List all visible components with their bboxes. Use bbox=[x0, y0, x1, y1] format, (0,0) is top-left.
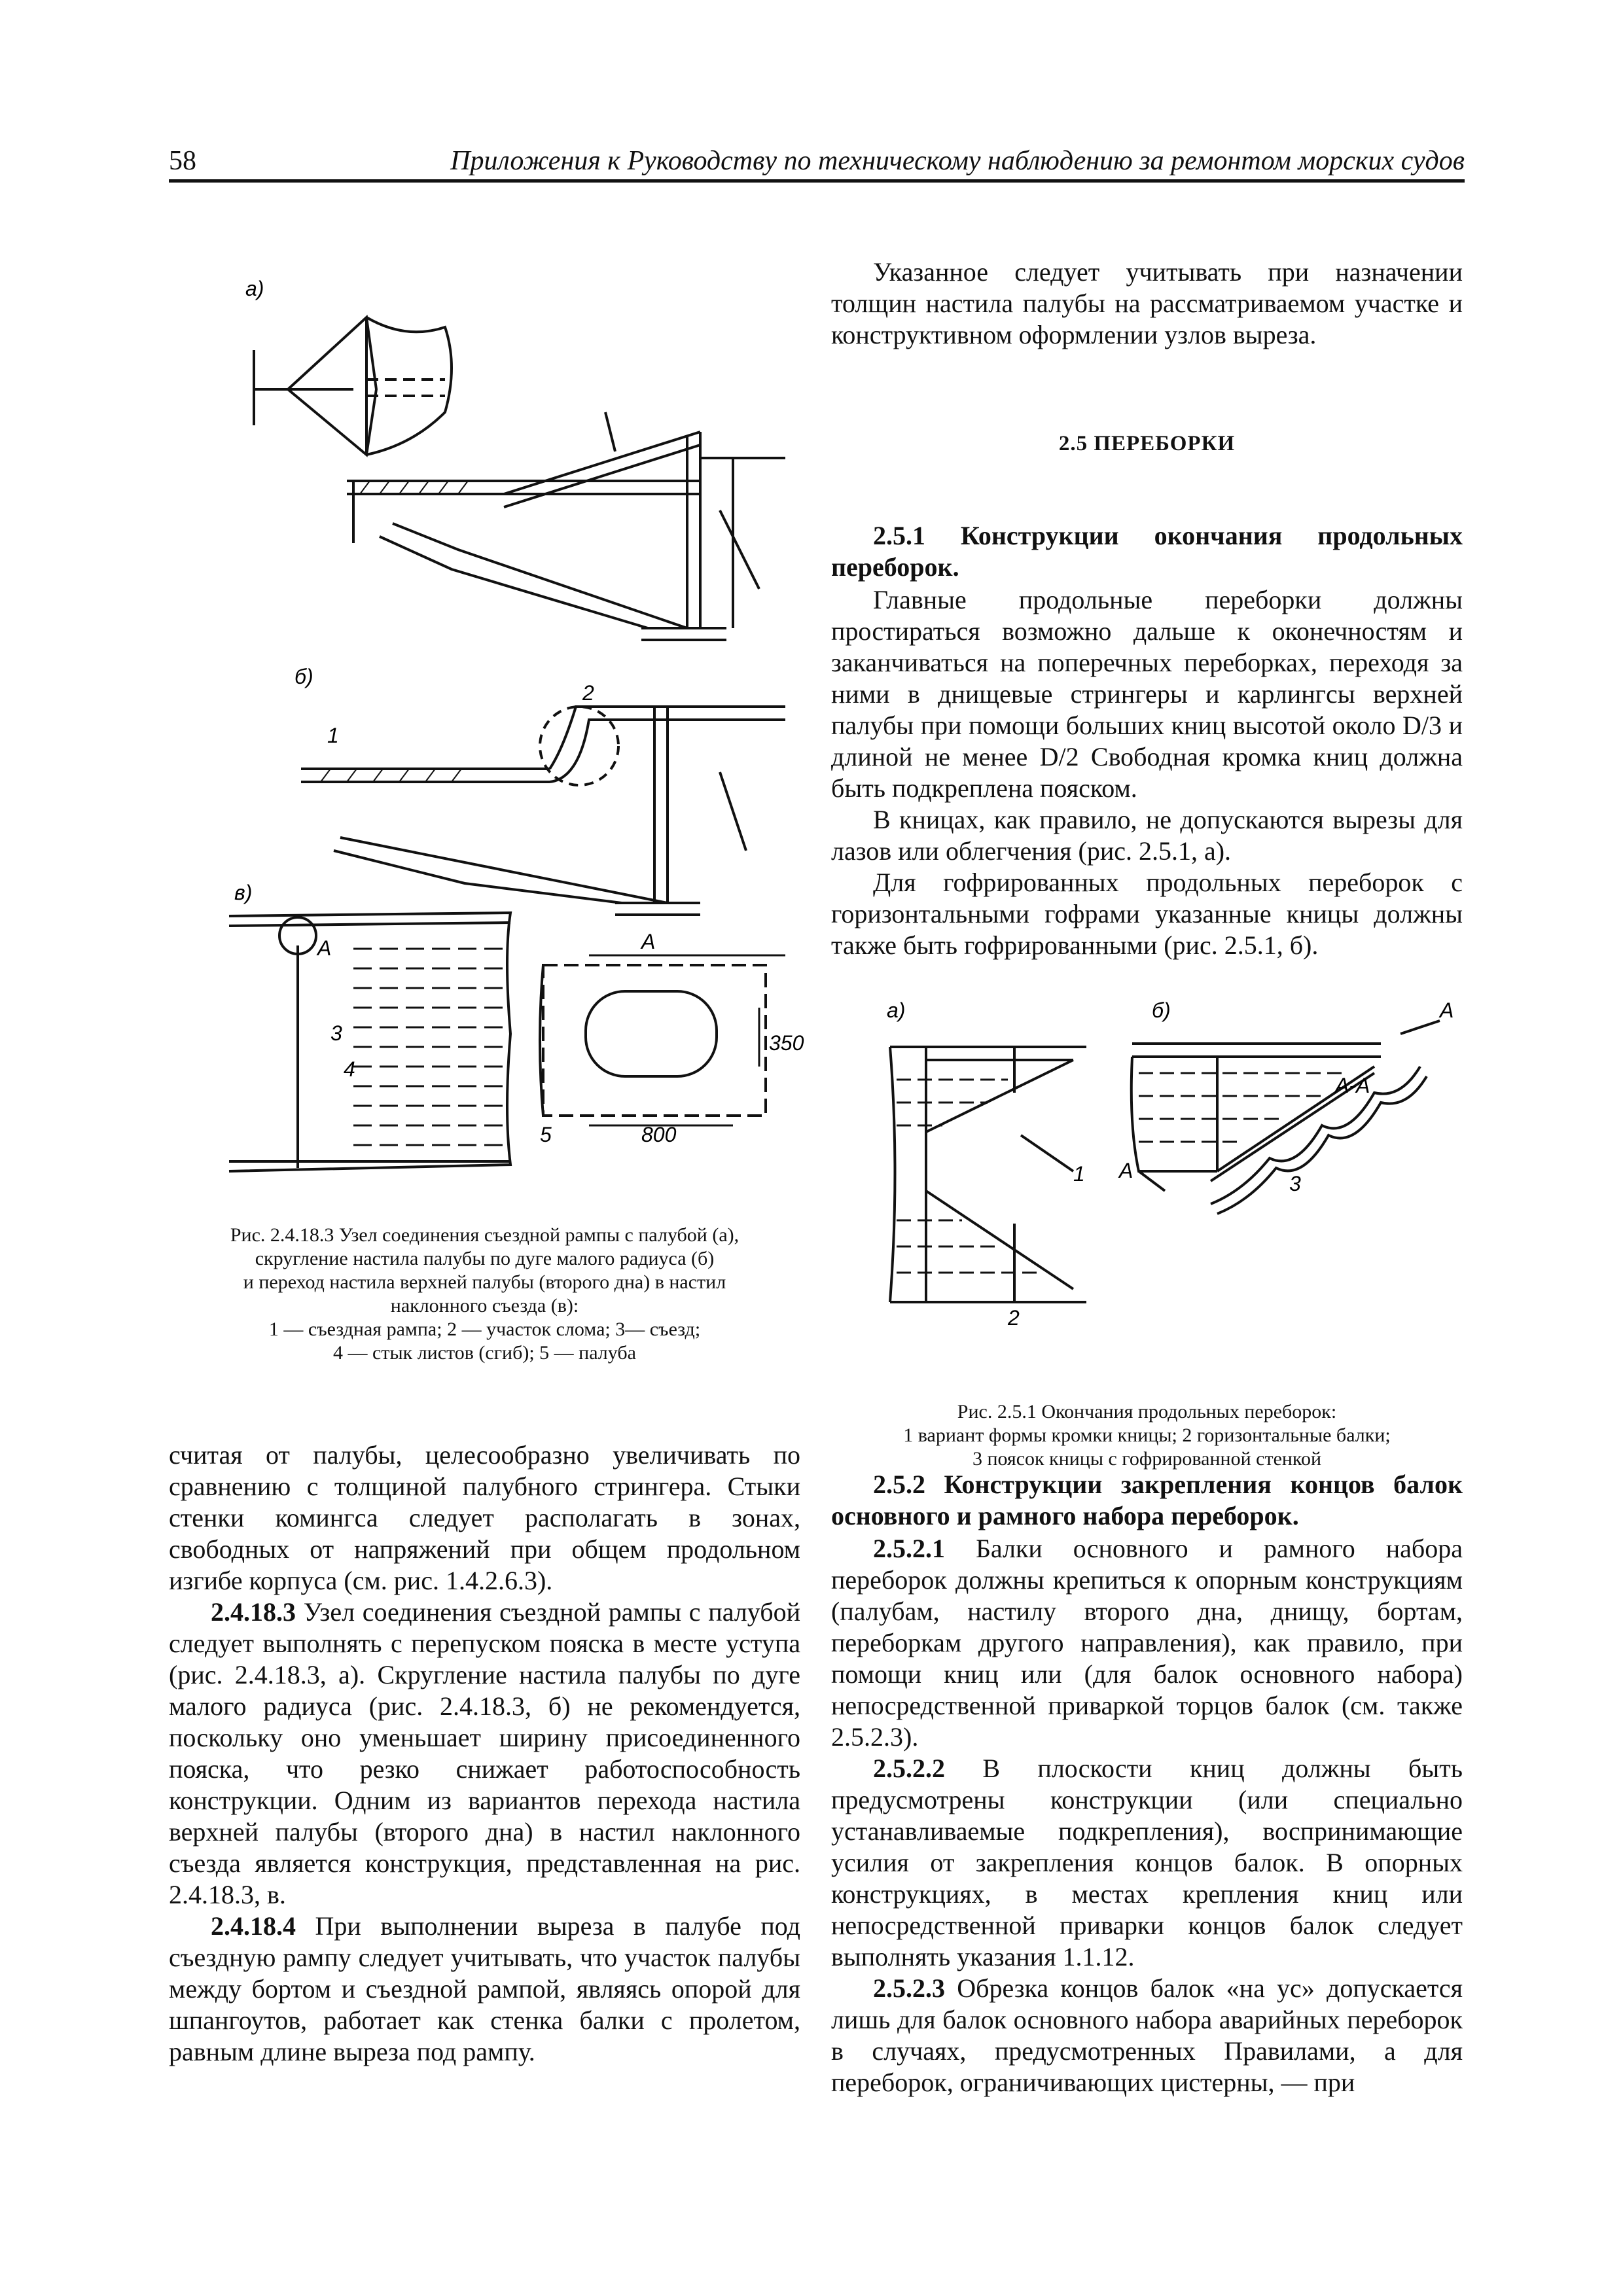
paragraph-2-5-2-3: 2.5.2.3 Обрезка концов балок «на ус» допускается лишь для балок основного набора аварийных переборок в случаях, предусмотренных Правилами, а для переборок, ограничивающих цистерны, — при bbox=[831, 1973, 1463, 2097]
running-header bbox=[169, 145, 1465, 179]
paragraph-2-5-2-1: 2.5.2.1 Балки основного и рамного набора переборок должны крепиться к опорным конструкциям (палубам, настилу второго дна, днищу, бортам, переборкам другого направления), как правило, при помощи книц или (для балок основного набора) непосредственной приваркой торцов балок (см. также 2.5.2.3). bbox=[831, 1534, 1463, 1752]
fig1-label-4: 4 bbox=[344, 1057, 355, 1081]
subheading-2-5-1: 2.5.1 Конструкции окончания продольных переборок. bbox=[831, 521, 1463, 582]
fig1-label-A: А bbox=[317, 936, 332, 960]
fig1-label-1: 1 bbox=[327, 724, 339, 747]
fig2-label-A: А bbox=[1440, 998, 1454, 1022]
fig1-section-A: А bbox=[641, 930, 656, 953]
figure-2-4-18-3 bbox=[196, 262, 804, 1178]
figure-2-5-1 bbox=[877, 995, 1466, 1387]
fig1-panel-v: в) bbox=[234, 881, 253, 904]
fig1-label-2: 2 bbox=[582, 681, 594, 705]
fig1-dim-350: 350 bbox=[769, 1031, 804, 1055]
fig2-label-2: 2 bbox=[1008, 1306, 1020, 1330]
fig2-label-1: 1 bbox=[1073, 1162, 1085, 1186]
fig2-panel-b: б) bbox=[1152, 998, 1171, 1022]
right-column-2-5-1-text: Главные продольные переборки должны простираться возможно дальше к оконечностям и заканчиваться на поперечных переборках, переходя за ними в днищевые стрингеры и карлингсы верхней палубы при помощи больших книц высотой около D/3 и длиной не менее D/2 Свободная кромка книц должна быть подкреплена пояском. В кницах, как правило, не допускаются вырезы для лазов или облегчения (рис. 2.5.1, а). Для гофрированных продольных переборок с горизонтальными гофрами указанные кницы должны также быть гофрированными (рис. 2.5.1, б). bbox=[831, 585, 1463, 960]
fig1-panel-a: а) bbox=[245, 277, 264, 300]
paragraph-2-4-18-4: 2.4.18.4 При выполнении выреза в палубе под съездную рампу следует учитывать, что участок палубы между бортом и съездной рампой, являясь опорой для шпангоутов, работает как стенка балки с пролетом, равным длине выреза под рампу. bbox=[169, 1911, 800, 2066]
section-title: 2.5 ПЕРЕБОРКИ bbox=[1058, 432, 1236, 455]
page-number: 58 bbox=[169, 146, 196, 176]
paragraph: считая от палубы, целесообразно увеличивать по сравнению с толщиной палубного стрингера. Стыки стенки комингса следует располагать в зонах, свободных от напряжений при общем продольном изгибе корпуса (см. рис. 1.4.2.6.3). bbox=[169, 1440, 800, 1595]
fig2-label-3: 3 bbox=[1289, 1172, 1301, 1195]
header-rule bbox=[169, 179, 1465, 183]
paragraph-2-5-2-2: 2.5.2.2 В плоскости книц должны быть предусмотрены конструкции (или специально устанавливаемые подкрепления), воспринимающие усилия от закрепления концов балок. В опорных конструкциях, в местах крепления книц или непосредственной приварки концов балок следует выполнять указания 1.1.12. bbox=[831, 1754, 1463, 1971]
fig1-label-5: 5 bbox=[540, 1123, 552, 1146]
fig1-label-3: 3 bbox=[330, 1021, 342, 1045]
right-column-2-5-2-text bbox=[831, 1533, 1463, 2098]
figure-2-4-18-3-caption: Рис. 2.4.18.3 Узел соединения съездной рампы с палубой (а), скругление настила палубы по дуге малого радиуса (б) и переход настила верхней палубы (второго дна) в настил наклонного съезда (в): 1 — съездная рампа; 2 — участок слома; 3— съезд; 4 — стык листов (сгиб); 5 — палуба bbox=[230, 1224, 740, 1364]
fig2-panel-a: а) bbox=[887, 998, 906, 1022]
subheading-2-5-2: 2.5.2 Конструкции закрепления концов балок основного и рамного набора переборок. bbox=[831, 1470, 1463, 1530]
fig2-label-A2: А bbox=[1119, 1159, 1133, 1182]
paragraph-2-4-18-3: 2.4.18.3 Узел соединения съездной рампы с палубой следует выполнять с перепуском пояска в месте уступа (рис. 2.4.18.3, а). Скругление настила палубы по дуге малого радиуса (рис. 2.4.18.3, б) не рекомендуется, поскольку оно уменьшает ширину присоединенного пояска, что резко снижает работоспособность конструкции. Одним из вариантов перехода настила верхней палубы (второго дна) в настил наклонного съезда является конструкция, представленная на рис. 2.4.18.3, в. bbox=[169, 1597, 800, 1909]
figure-2-5-1-caption: Рис. 2.5.1 Окончания продольных переборок: 1 вариант формы кромки кницы; 2 горизонтальные балки; 3 поясок кницы с гофрированной стенкой bbox=[903, 1401, 1391, 1470]
running-title: Приложения к Руководству по техническому наблюдению за ремонтом морских судов bbox=[450, 146, 1465, 176]
fig1-panel-b: б) bbox=[294, 665, 313, 688]
left-column-text bbox=[169, 1439, 800, 2068]
fig2-label-AA: А-А bbox=[1335, 1074, 1370, 1097]
right-column-intro: Указанное следует учитывать при назначении толщин настила палубы на рассматриваемом участке и конструктивном оформлении узлов выреза. bbox=[831, 257, 1463, 349]
fig1-dim-800: 800 bbox=[641, 1123, 677, 1146]
